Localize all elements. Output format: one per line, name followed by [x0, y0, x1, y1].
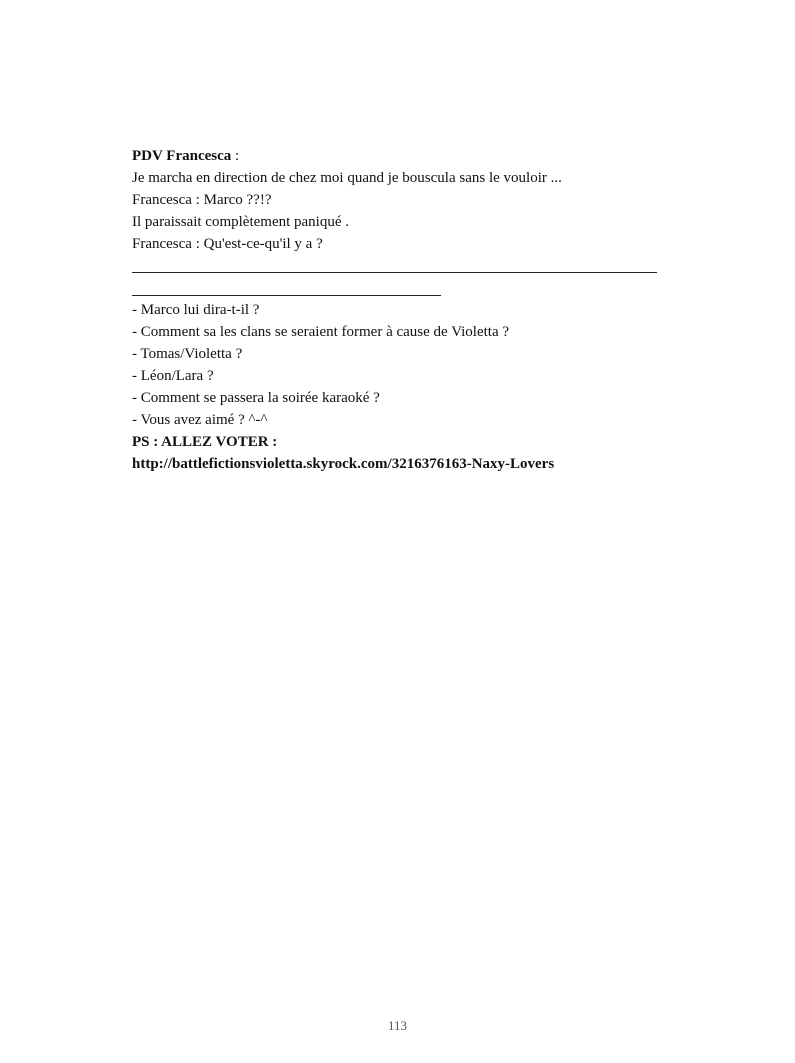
vote-link[interactable]: http://battlefictionsvioletta.skyrock.com/3216376163-Naxy-Lovers	[132, 456, 555, 472]
question-item: - Comment se passera la soirée karaoké ?	[132, 390, 380, 406]
separator-line-long	[132, 272, 657, 273]
question-item: - Marco lui dira-t-il ?	[132, 302, 260, 318]
ps-vote-label: PS : ALLEZ VOTER :	[132, 434, 278, 450]
question-item: - Léon/Lara ?	[132, 368, 214, 384]
pov-heading: PDV Francesca	[132, 148, 232, 164]
separator-line-short	[132, 295, 441, 296]
question-item: - Vous avez aimé ? ^-^	[132, 412, 268, 428]
questions-list	[132, 299, 692, 475]
story-section	[132, 145, 672, 255]
story-line: Je marcha en direction de chez moi quand je bouscula sans le vouloir ...	[132, 170, 562, 186]
story-line: Francesca : Qu'est-ce-qu'il y a ?	[132, 236, 323, 252]
page-number: 113	[387, 1018, 408, 1033]
story-heading	[132, 145, 672, 167]
question-item: - Tomas/Violetta ?	[132, 346, 243, 362]
story-line: Francesca : Marco ??!?	[132, 192, 272, 208]
pov-heading-colon: :	[231, 148, 240, 164]
question-item: - Comment sa les clans se seraient former à cause de Violetta ?	[132, 324, 510, 340]
story-line: Il paraissait complètement paniqué .	[132, 214, 350, 230]
